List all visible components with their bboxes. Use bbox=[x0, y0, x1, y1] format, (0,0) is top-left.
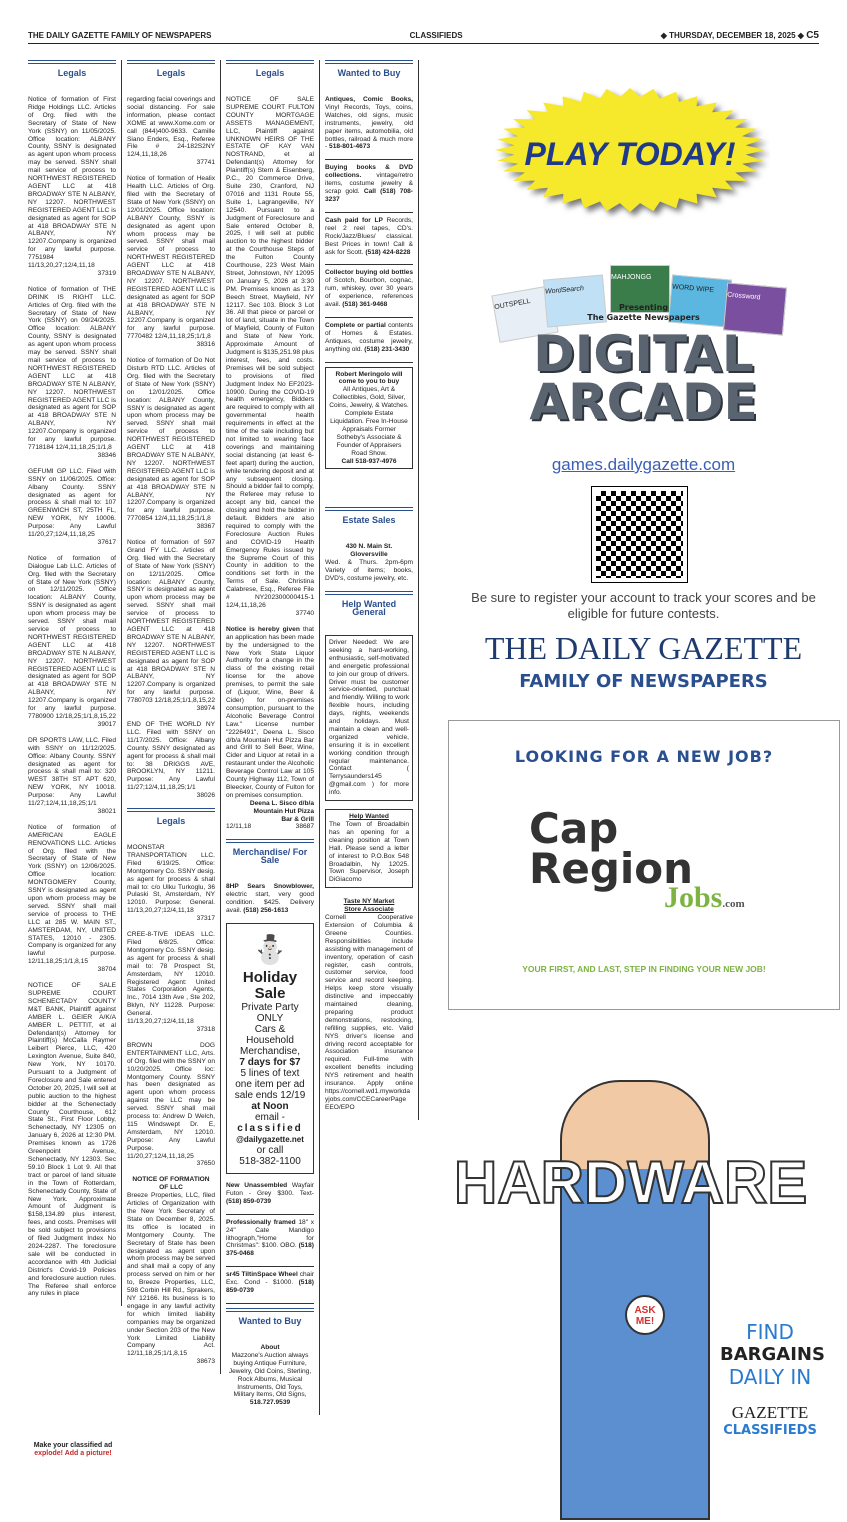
classified-item: Antiques, Comic Books, Vinyl Records, Toys, coins, Watches, old signs, music instruments, jewelry, old paper items, automobilia, old bottles, railroad & much more - 518-801-4673 bbox=[325, 96, 413, 151]
hardware-sign: HARDWARE bbox=[454, 1149, 808, 1216]
divider bbox=[325, 159, 413, 160]
column-2 bbox=[127, 60, 221, 1374]
section-name: CLASSIFIEDS bbox=[409, 31, 463, 40]
promo-line: Make your classified ad bbox=[33, 1442, 113, 1449]
legal-notice: Notice of formation of THE DRINK IS RIGHT LLC. Articles of Org. filed with the Secretary of State of New York (SSNY) on 09/24/2025. Office location: ALBANY County, SSNY is designated as agent upon whom process may be served. SSNY shall mail service of process to NORTHWEST REGISTERED AGENT LLC at 418 BROADWAY STE N ALBANY, NY 12207. NORTHWEST REGISTERED AGENT LLC is designated as agent for SOP at 418 BROADWAY STE N ALBANY, NY 12207.Company is organized for any lawful purpose. 7718184 12/4,11,18,25;1/1,8 38346 bbox=[28, 285, 116, 459]
legal-notice: CREE-8-TIVE IDEAS LLC. Filed 6/8/25. Office: Montgomery Co. SSNY desig. as agent for process & shall mail to: 78 Prospect St, Amsterdam, NY 12010. Registered Agent: United States Corporation Agents, Inc., 7014 13th Ave , Ste 202, Bklyn, NY 11228. Purpose: General. 11/13,20,27;12/4,11,18 37318 bbox=[127, 931, 215, 1033]
cap-region-jobs-ad[interactable] bbox=[448, 720, 840, 1010]
page-header bbox=[28, 28, 819, 44]
column-1 bbox=[28, 60, 122, 1457]
taste-ny-ad: Taste NY Market Store Associate Cornell Cooperative Extension of Columbia & Greene Counties. Responsibilities include assisting with management of inventory, operation of cash register, cash controls, customer service, food service and record keeping. Helps keep store visually distinctive and impeccably maintained cleaning, preparing product demonstrations, restocking, refilling supplies, etc. Valid NYS driver's license and driving record acceptable for Association insurance required. Full-time with excellent benefits including NYS retirement and health insurance. Apply online https://cornell.wd1.myworkdayjobs.com/CCECareerPage EEO/EPO bbox=[325, 898, 413, 1111]
jobs-logo: Jobs.com bbox=[664, 881, 745, 914]
classified-item: sr45 TiltinSpace Wheel chair Exc. Cond - $1000. (518) 859-0739 bbox=[226, 1271, 314, 1295]
snowman-icon: ⛄ bbox=[252, 934, 288, 965]
job-title: LOOKING FOR A NEW JOB? bbox=[514, 747, 774, 766]
legal-notice: Notice of formation of First Ridge Holdings LLC. Articles of Org. filed with the Secretary of State of New York (SSNY) on 11/05/2025. Office location: ALBANY County, SSNY is designated as agent upon whom process may be served. SSNY shall mail service of process to NORTHWEST REGISTERED AGENT LLC at 418 BROADWAY STE N ALBANY, NY 12207. NORTHWEST REGISTERED AGENT LLC is designated as agent for SOP at 418 BROADWAY STE N ALBANY, NY 12207.Company is organized for any lawful purpose. 7751984 11/13,20,27;12/4,11,18 37319 bbox=[28, 96, 116, 277]
classified-item: Buying books & DVD collections. vintage/retro items, costume jewelry & scrap gold. Call (518) 708-3237 bbox=[325, 164, 413, 203]
section-heading: Help Wanted General bbox=[325, 591, 413, 625]
qr-code[interactable] bbox=[592, 487, 687, 582]
classified-item: New Unassembled Wayfair Futon - Grey $300. Text- (518) 859-0739 bbox=[226, 1182, 314, 1205]
family-newspapers: FAMILY OF NEWSPAPERS bbox=[519, 671, 768, 692]
divider bbox=[325, 317, 413, 318]
legal-notice: Notice of formation of 597 Grand FY LLC. Articles of Org. filed with the Secretary of State of New York (SSNY) on 12/11/2025. Office location: ALBANY County, SSNY is designated as agent upon whom process may be served. SSNY shall mail service of process to NORTHWEST REGISTERED AGENT LLC at 418 BROADWAY STE N ALBANY, NY 12207. NORTHWEST REGISTERED AGENT LLC is designated as agent for SOP at 418 BROADWAY STE N ALBANY, NY 12207.Company is organized for any lawful purpose. 7780703 12/18,25;1/1,8,15,22 38974 bbox=[127, 539, 215, 713]
column-4 bbox=[325, 60, 419, 1120]
divider bbox=[325, 264, 413, 265]
legal-notice: END OF THE WORLD NY LLC. Filed with SSNY on 11/17/2025. Office: Albany County. SSNY designated as agent for process & shall mail to: 38 DRIGGS AVE, BROOKLYN, NY 11211. Purpose: Any Lawful 11/27;12/4,11,18,25;1/1 38026 bbox=[127, 720, 215, 800]
section-heading: Estate Sales bbox=[325, 507, 413, 533]
section-heading: Legals bbox=[28, 60, 116, 86]
legal-notice: Notice of formation of Healix Health LLC. Articles of Org. filed with the Secretary of State of New York (SSNY) on 12/01/2025. Office location: ALBANY County, SSNY is designated as agent upon whom process may be served. SSNY shall mail service of process to NORTHWEST REGISTERED AGENT LLC at 418 BROADWAY STE N ALBANY, NY 12207. NORTHWEST REGISTERED AGENT LLC is designated as agent for SOP at 418 BROADWAY STE N ALBANY, NY 12207.Company is organized for any lawful purpose. 7770482 12/4,11,18,25;1/1,8 38316 bbox=[127, 175, 215, 349]
date: ◆ THURSDAY, DECEMBER 18, 2025 ◆ bbox=[660, 31, 804, 40]
legal-notice: Notice of formation of Do Not Disturb RTD LLC. Articles of Org. filed with the Secretary of State of New York (SSNY) on 12/01/2025. Office location: ALBANY County, SSNY is designated as agent upon whom process may be served. SSNY shall mail service of process to NORTHWEST REGISTERED AGENT LLC at 418 BROADWAY STE N ALBANY, NY 12207. NORTHWEST REGISTERED AGENT LLC is designated as agent for SOP at 418 BROADWAY STE N ALBANY, NY 12207.Company is organized for any lawful purpose. 7770854 12/4,11,18,25;1/1,8 38367 bbox=[127, 357, 215, 531]
legal-notice: MOONSTAR TRANSPORTATION LLC. Filed 6/19/25. Office: Montgomery Co. SSNY desig. as agent for process & shall mail to: c/o Ulku Turkoglu, 36 Pulaski St, Amsterdam, NY 12010. Purpose: General. 11/13,20,27;12/4,11,18 37317 bbox=[127, 844, 215, 923]
cap-region-logo: Cap Region bbox=[529, 804, 694, 893]
section-heading: Legals bbox=[127, 60, 215, 86]
legal-notice: Notice of formation of Dialogue Lab LLC. Articles of Org. filed with the Secretary of State of New York (SSNY) on 12/11/2025. Office location: ALBANY County, SSNY is designated as agent upon whom process may be served. SSNY shall mail service of process to NORTHWEST REGISTERED AGENT LLC at 418 BROADWAY STE N ALBANY, NY 12207. NORTHWEST REGISTERED AGENT LLC is designated as agent for SOP at 418 BROADWAY STE N ALBANY, NY 12207.Company is organized for any lawful purpose. 7780900 12/18,25;1/1,8,15,22 39017 bbox=[28, 554, 116, 728]
play-today-text: PLAY TODAY! bbox=[524, 136, 736, 172]
find-bargains-text: FIND BARGAINS DAILY IN GAZETTE CLASSIFIEDS bbox=[720, 1320, 825, 1438]
column-3 bbox=[226, 60, 320, 1415]
game-tile: MAHJONGG bbox=[610, 265, 670, 313]
starburst-shape bbox=[490, 85, 770, 220]
promo bbox=[28, 1442, 118, 1458]
divider bbox=[325, 362, 413, 363]
legal-notice: BROWN DOG ENTERTAINMENT LLC, Arts. of Org. filed with the SSNY on 10/20/2025. Office loc: Montgomery County. SSNY has been designated as agent upon whom process against the LLC may be served. SSNY shall mail process to: Andrew D Welch, 115 Windswept Dr. E, Amsterdam, NY 12010. Purpose: Any Lawful Purpose. 11/20,27;12/4,11,18,25 37650 bbox=[127, 1041, 215, 1168]
find-bargains-ad[interactable] bbox=[450, 1040, 840, 1520]
classified-item: Collector buying old bottles of Scotch, Bourbon, cognac, rum, whiskey, over 30 years of experience, references avail. (518) 361-9468 bbox=[325, 269, 413, 309]
classified-item: 8HP Sears Snowblower, electric start, very good condition. $425. Delivery avail. (518) 256-1613 bbox=[226, 883, 314, 915]
holiday-sale-ad: ⛄ Holiday Sale Private Party ONLY Cars & Household Merchandise, 7 days for $7 5 lines of text one item per ad sale ends 12/19 at Noon email - classified @dailygazette.net or call 518-382-1100 bbox=[226, 923, 314, 1174]
job-tagline: YOUR FIRST, AND LAST, STEP IN FINDING YOUR NEW JOB! bbox=[522, 964, 766, 974]
digital-arcade-title: DIGITAL ARCADE bbox=[529, 325, 758, 431]
section-heading: Wanted to Buy bbox=[226, 1308, 314, 1334]
ask-me-badge: ASK ME! bbox=[625, 1295, 665, 1335]
game-tile: Crossword bbox=[723, 282, 787, 335]
game-tile: WordSearch bbox=[543, 274, 607, 327]
section-heading: Legals bbox=[127, 808, 215, 834]
help-wanted-ad: Help Wanted The Town of Broadalbin has an opening for a cleaning position at Town Hall. Please send a letter of interest to P.O.Box 548 Broadalbin, Ny 12025. Town Supervisor, Joseph DiGiacomo bbox=[325, 809, 413, 888]
estate-sale: 430 N. Main St. Gloversville Wed. & Thurs. 2pm-6pm Variety of items; books, DVD's, costume jewelry, etc. bbox=[325, 543, 413, 583]
gazette-masthead: THE DAILY GAZETTE bbox=[484, 630, 803, 666]
classified-item: Professionally framed 18" x 24" Cate Mandigo lithograph,"Home for Christmas": $100. OBO. (518) 375-0468 bbox=[226, 1218, 314, 1258]
promo-line: explode! Add a picture! bbox=[34, 1449, 112, 1457]
about-ad: About Mazzone's Auction always buying Antique Furniture, Jewelry, Old Coins, Sterling, Rock Albums, Musical Instruments, Old Toys, Military Items, Old Signs, 518.727.9539 bbox=[228, 1343, 312, 1407]
section-heading: Merchandise/ For Sale bbox=[226, 839, 314, 873]
legal-notice: NOTICE OF FORMATION OF LLC Breeze Properties, LLC, filed Articles of Organization with the New York Secretary of State on December 8, 2025. Its office is located in Montgomery County. The Secretary of State has been designated as agent upon whom process may be served and shall mail a copy of any process served on him or her to, Breeze Properties, LLC, 598 Corbin Hill Rd., Sprakers, NY 12166. Its business is to engage in any lawful activity for which limited liability companies may be organized under Section 203 of the New York Limited Liability Company Act. 12/11,18,25;1/1,8,15 38673 bbox=[127, 1176, 215, 1366]
classified-item: Complete or partial contents of Homes & Estates. Antiques, costume jewelry, anything old. (518) 231-3430 bbox=[325, 321, 413, 353]
section-heading: Wanted to Buy bbox=[325, 60, 413, 86]
legal-notice: regarding facial coverings and social distancing. For sale information, please contact XOME at www.Xome.com or call (844)400-9633. Camille Siano Enders, Esq., Referee File # 24-182S2NY 12/4,11,18,26 37741 bbox=[127, 96, 215, 167]
classified-item: Cash paid for LP Records, reel 2 reel tapes, CD's. Rock/Jazz/Blues/ classical. Best Prices in town! Call & ask for Scott. (518) 424-8228 bbox=[325, 216, 413, 256]
game-tile: WORD WIPE bbox=[668, 274, 732, 327]
page-number: C5 bbox=[806, 30, 819, 41]
driver-ad: Driver Needed: We are seeking a hard-working, enthusiastic, self-motivated and energetic professional to join our group of drivers. Driver must be customer service-oriented, punctual and friendly. Willing to work flexible hours, including days, nights, weekends and holidays. Must maintain a clean and well-organized vehicle, ensuring it is in excellent working condition through regular maintenance. Contact ( Terrysaunders145 @gmail.com ) for more info. bbox=[325, 635, 413, 801]
divider bbox=[226, 1303, 314, 1304]
game-tile: OUTSPELL bbox=[491, 285, 558, 343]
register-text: Be sure to register your account to track your scores and be eligible for future contests. bbox=[471, 590, 816, 621]
legal-notice: NOTICE OF SALE SUPREME COURT SCHENECTADY COUNTY M&T BANK, Plaintiff against AMBER L. GEIER A/K/A AMBER L. PETTIT, et al Defendant(s) Attorney for Plaintiff(s) McCalla Raymer Leibert Pierce, LLC, 420 Lexington Avenue, Suite 840, New York, NY 10170. Pursuant to a Judgment of Foreclosure and Sale entered October 20, 2025, I will sell at public auction to the highest bidder at the Schenectady County Courthouse, 612 State St., First Floor Lobby, Schenectady, NY 12305 on January 6, 2026 at 12:30 PM. Premises known as 1726 Greenpoint Avenue, Schenectady, NY 12303. Sec 59.10 Block 1 Lot 9. All that tract or parcel of land situate in the Town of Rotterdam, Schenectady County, State of New York. Approximate Amount of Judgment is $158,134.89 plus interest, fees, and costs. Premises will be sold subject to provisions of filed Judgment Index No 2024-2287. The foreclosure sale will be conducted in accordance with 4th Judicial District's Covid-19 Policies and foreclosure auction rules. The Referee shall enforce any rules in place bbox=[28, 982, 116, 1298]
divider bbox=[226, 1214, 314, 1215]
legal-notice: DR SPORTS LAW, LLC. Filed with SSNY on 11/12/2025. Office: Albany County. SSNY designated as agent for process & shall mail to: 320 WEST 38TH ST APT 620, NEW YORK, NY 10018. Purpose: Any Lawful 11/27;12/4,11,18,25;1/1 38021 bbox=[28, 736, 116, 815]
games-url-link[interactable]: games.dailygazette.com bbox=[551, 455, 736, 474]
robert-meringolo-ad: Robert Meringolo will come to you to buy All Antiques, Art & Collectibles, Gold, Silver, Coins, Jewelry, & Watches. Complete Estate Liquidation. Free In-House Appraisals Former Sotheby's Associate & Founder of Appraisers Road Show. Call 518-937-4976 bbox=[325, 367, 413, 470]
legal-notice: Notice of formation of AMERICAN EAGLE RENOVATIONS LLC. Articles of Org. filed with the Secretary of State of New York (SSNY) on 12/06/2025. Office location: MONTGOMERY County, SSNY is designated as agent upon whom process may be served. SSNY shall mail service of process to THE LLC at 285 W. MAIN ST., AMSTERDAM, NY, UNITED STATES, 12010 - 2305. Company is organized for any lawful purpose. 12/11,18,25;1/1,8,15 38704 bbox=[28, 823, 116, 974]
paper-name: THE DAILY GAZETTE FAMILY OF NEWSPAPERS bbox=[28, 31, 212, 40]
liquor-notice: Notice is hereby given that an application has been made by the undersigned to the New York State Liquor Authority for a change in the class of the existing retail license for the above premises, to permit the sale of (Liquor, Wine, Beer & Cider) for on-premises consumption, pursuant to the Alcoholic Beverage Control Law." License number "2226491", Deena L. Sisco d/b/a Mountain Hut Pizza Bar and Grill to Sell Beer, Wine, Cider and Liquor at retail in a restaurant under the Alcoholic Beverage Control Law at 105 County Highway 112, Town of Bleecker, County of Fulton for on premises consumption. Deena L. Sisco d/b/a Mountain Hut Pizza Bar & Grill 12/11,18 38687 bbox=[226, 625, 314, 831]
legal-notice: NOTICE OF SALE SUPREME COURT FULTON COUNTY MORTGAGE ASSETS MANAGEMENT, LLC, Plaintiff against UNKNOWN HEIRS OF THE ESTATE OF KAY VAN NOSTRAND, et al Defendant(s) Attorney for Plaintiff(s) Stern & Eisenberg, P.C., 20 Commerce Drive, Suite 230, Cranford, NJ 07016 and 1131 Route 55, Suite 1, Lagrangeville, NY 12540. Pursuant to a Judgment of Foreclosure and Sale entered October 8, 2025, I will sell at public auction to the highest bidder at the Courthouse Steps of the Fulton County Courthouse, 223 West Main Street, Johnstown, NY 12095 on January 5, 2026 at 3:30 PM. Premises known as 173 Beech Street, Mayfield, NY 12117. Sec 103. Block 3 Lot 36. All that piece or parcel or lot of land, situate in the Town of Mayfield, County of Fulton and State of New York. Approximate Amount of Judgment is $135,251.98 plus interest, fees, and costs. Premises will be sold subject to provisions of filed Judgment Index No EF2023-10900. During the COVID-19 health emergency, Bidders are required to comply with all governmental health requirements in effect at the time of the sale including but not limited to wearing face coverings and maintaining social distancing (at least 6-feet apart) during the auction, while tendering deposit and at any subsequent closing. Should a bidder fail to comply, the Referee may refuse to accept any bid, cancel the closing and hold the bidder in default. Bidders are also required to comply with the Foreclosure Auction Rules and COVID-19 Health Emergency Rules issued by the Supreme Court of this County in addition to the conditions set forth in the Terms of Sale. Christina Calabrese, Esq., Referee File # NY202300000415-1 12/4,11,18,26 37740 bbox=[226, 96, 314, 617]
divider bbox=[325, 212, 413, 213]
legal-notice: GEFUMI GP LLC. Filed with SSNY on 11/06/2025. Office: Albany County. SSNY designated as agent for process & shall mail to: 107 GREENWICH ST, 25TH FL, NEW YORK, NY 10006. Purpose: Any Lawful 11/20,27;12/4,11,18,25 37617 bbox=[28, 467, 116, 546]
presenting: Presenting The Gazette Newspapers bbox=[587, 303, 700, 322]
divider bbox=[226, 1266, 314, 1267]
section-heading: Legals bbox=[226, 60, 314, 86]
